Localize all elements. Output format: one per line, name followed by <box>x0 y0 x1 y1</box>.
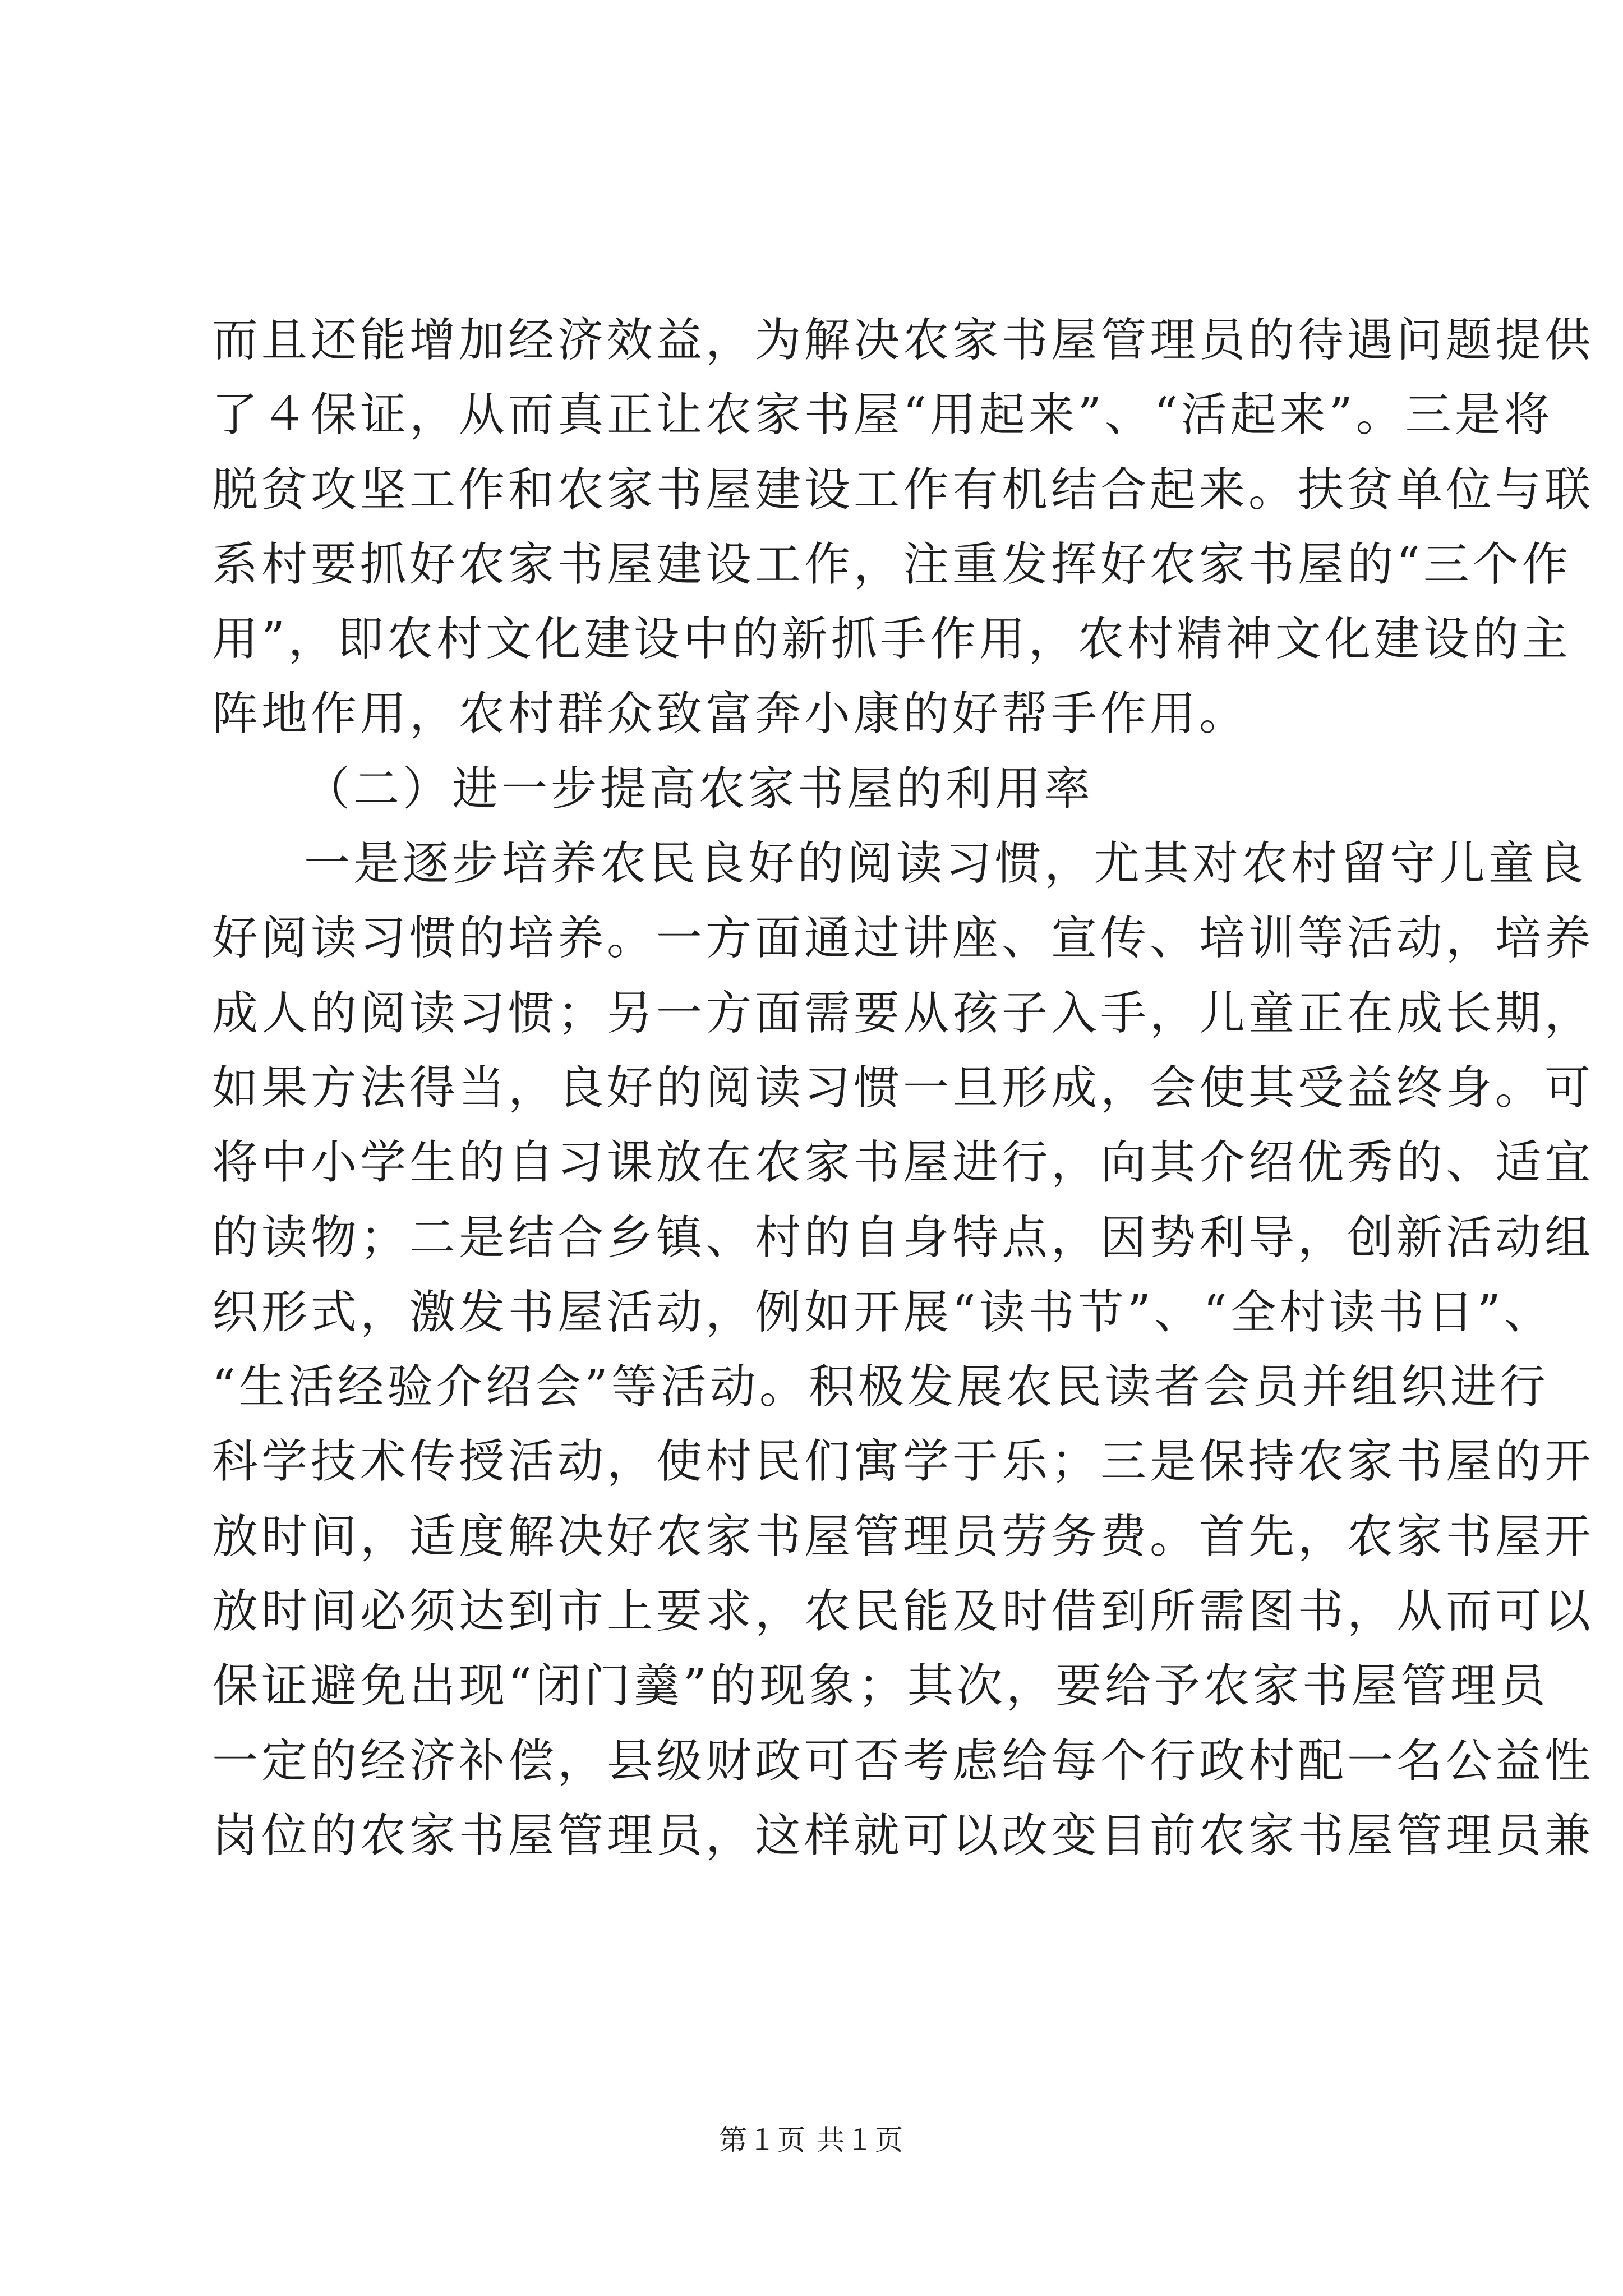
text-line: 放时间，适度解决好农家书屋管理员劳务费。首先，农家书屋开 <box>212 1510 1594 1563</box>
text-line: 保证避免出现“闭门羹”的现象；其次，要给予农家书屋管理员 <box>212 1659 1549 1713</box>
text-line: 系村要抓好农家书屋建设工作，注重发挥好农家书屋的“三个作 <box>212 537 1571 591</box>
text-line: 脱贫攻坚工作和农家书屋建设工作有机结合起来。扶贫单位与联 <box>212 463 1594 517</box>
text-line: 一定的经济补偿，县级财政可否考虑给每个行政村配一名公益性 <box>212 1734 1594 1788</box>
text-line: 了４保证，从而真正让农家书屋“用起来”、“活起来”。三是将 <box>212 388 1553 442</box>
section-heading: （二）进一步提高农家书屋的利用率 <box>304 762 1094 816</box>
text-line: 的读物；二是结合乡镇、村的自身特点，因势利导，创新活动组 <box>212 1211 1594 1264</box>
text-line: 织形式，激发书屋活动，例如开展“读书节”、“全村读书日”、 <box>212 1285 1553 1339</box>
text-line: 放时间必须达到市上要求，农民能及时借到所需图书，从而可以 <box>212 1585 1594 1639</box>
page-number-footer: 第１页 共１页 <box>719 2124 904 2156</box>
text-line: 一是逐步培养农民良好的阅读习惯，尤其对农村留守儿童良 <box>304 837 1588 891</box>
text-line: 阵地作用，农村群众致富奔小康的好帮手作用。 <box>212 687 1249 741</box>
text-line: 将中小学生的自习课放在农家书屋进行，向其介绍优秀的、适宜 <box>212 1136 1594 1190</box>
text-line: 用”，即农村文化建设中的新抓手作用，农村精神文化建设的主 <box>212 613 1571 666</box>
text-line: 成人的阅读习惯；另一方面需要从孩子入手，儿童正在成长期， <box>212 986 1594 1040</box>
document-body <box>212 303 1594 1873</box>
text-line: 科学技术传授活动，使村民们寓学于乐；三是保持农家书屋的开 <box>212 1435 1594 1489</box>
text-line: 如果方法得当，良好的阅读习惯一旦形成，会使其受益终身。可 <box>212 1061 1594 1115</box>
text-line: 岗位的农家书屋管理员，这样就可以改变目前农家书屋管理员兼 <box>212 1809 1594 1862</box>
text-line: 而且还能增加经济效益，为解决农家书屋管理员的待遇问题提供 <box>212 314 1594 367</box>
text-line: “生活经验介绍会”等活动。积极发展农民读者会员并组织进行 <box>212 1360 1549 1414</box>
text-line: 好阅读习惯的培养。一方面通过讲座、宣传、培训等活动，培养 <box>212 912 1594 965</box>
